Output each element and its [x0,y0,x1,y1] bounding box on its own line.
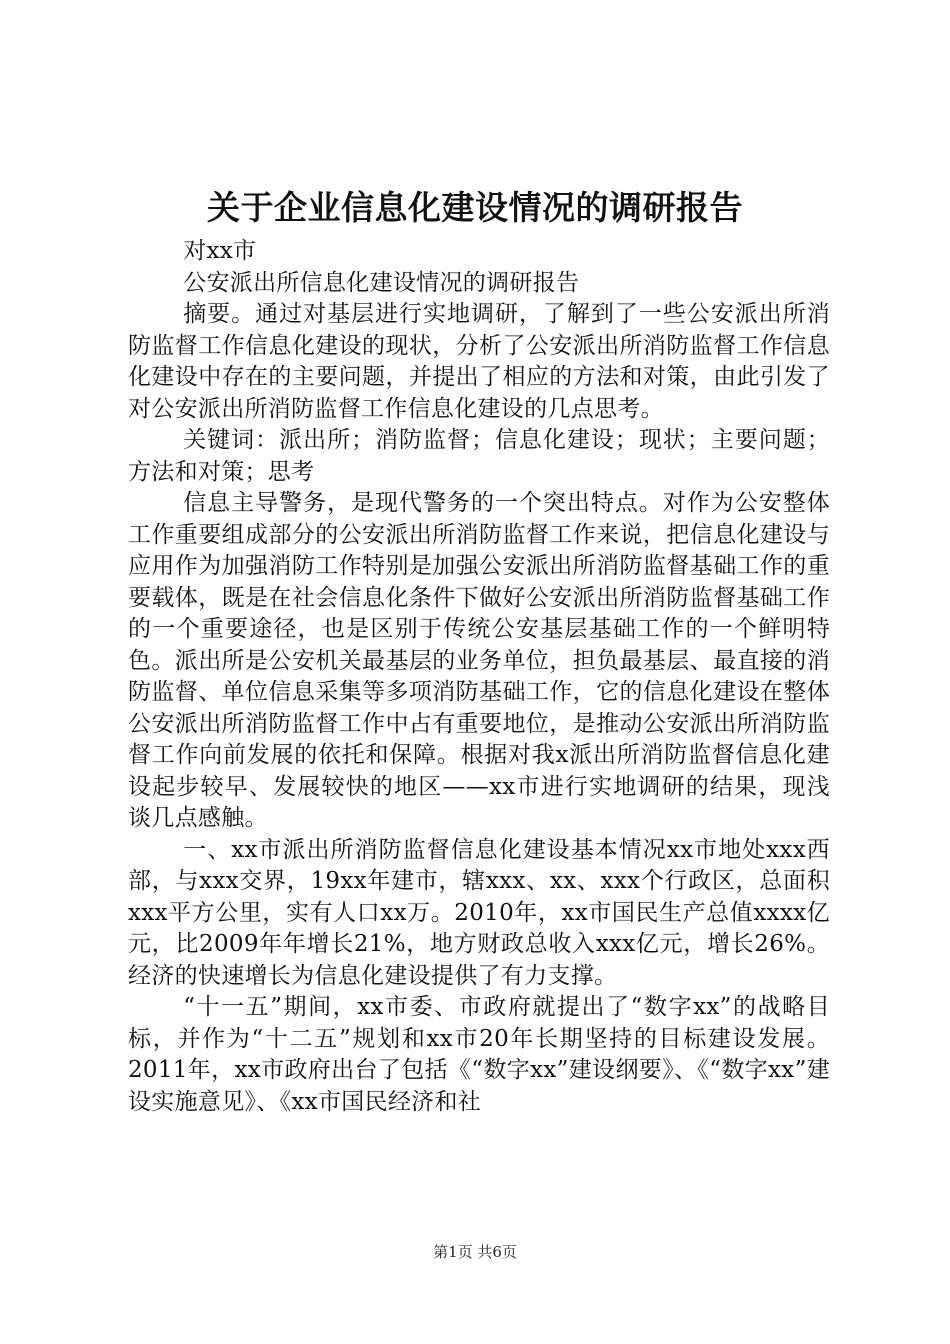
section-one-paragraph: 一、xx市派出所消防监督信息化建设基本情况xx市地处xxx西部，与xxx交界，19xx年建市，辖xxx、xx、xxx个行政区，总面积xxx平方公里，实有人口xx万。2010年，xx市国民生产总值xxxx亿元，比2009年年增长21%，地方财政总收入xxx亿元，增长26%。经济的快速增长为信息化建设提供了有力支撑。 [128,836,830,989]
intro-paragraph: 信息主导警务，是现代警务的一个突出特点。对作为公安整体工作重要组成部分的公安派出所消防监督工作来说，把信息化建设与应用作为加强消防工作特别是加强公安派出所消防监督基础工作的重要载体，既是在社会信息化条件下做好公安派出所消防监督基础工作的一个重要途径，也是区别于传统公安基层基础工作的一个鲜明特色。派出所是公安机关最基层的业务单位，担负最基层、最直接的消防监督、单位信息采集等多项消防基础工作，它的信息化建设在整体公安派出所消防监督工作中占有重要地位，是推动公安派出所消防监督工作向前发展的依托和保障。根据对我x派出所消防监督信息化建设起步较早、发展较快的地区——xx市进行实地调研的结果，现浅谈几点感触。 [128,490,830,831]
document-title: 关于企业信息化建设情况的调研报告 [207,188,743,227]
strategy-paragraph: “十一五”期间，xx市委、市政府就提出了“数字xx”的战略目标，并作为“十二五”规划和xx市20年长期坚持的目标建设发展。2011年，xx市政府出台了包括《“数字xx”建设纲要》、《“数字xx”建设实施意见》、《xx市国民经济和社 [128,994,830,1115]
keywords-paragraph: 关键词：派出所；消防监督；信息化建设；现状；主要问题；方法和对策；思考 [128,427,830,485]
abstract-paragraph: 摘要。通过对基层进行实地调研，了解到了一些公安派出所消防监督工作信息化建设的现状，分析了公安派出所消防监督工作信息化建设中存在的主要问题，并提出了相应的方法和对策，由此引发了对公安派出所消防监督工作信息化建设的几点思考。 [128,301,830,422]
document-body [128,236,830,1118]
page-footer: 第1页 共6页 [433,1243,517,1261]
recipient-line: 对xx市 [183,238,257,264]
subtitle-line: 公安派出所信息化建设情况的调研报告 [183,269,580,296]
